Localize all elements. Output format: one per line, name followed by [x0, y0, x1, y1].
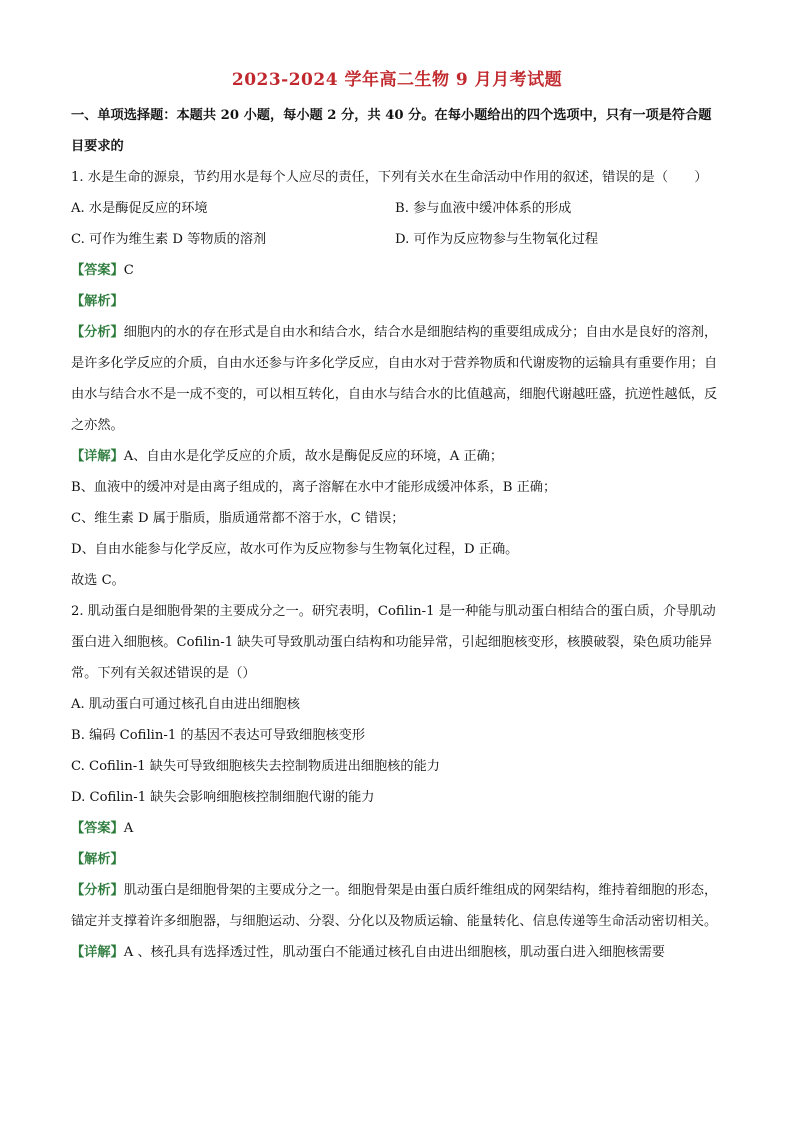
question-1-options — [71, 193, 723, 255]
page-title: 2023-2024 学年高二生物 9 月月考试题 — [231, 70, 563, 90]
xiangjie-text: A、自由水是化学反应的介质，故水是酶促反应的环境，A 正确； — [123, 449, 504, 464]
question-1-answer — [71, 255, 723, 286]
answer-value: A — [123, 821, 134, 836]
question-2-answer — [71, 813, 723, 844]
fenxi-text: 细胞内的水的存在形式是自由水和结合水，结合水是细胞结构的重要组成成分；自由水是良好的溶剂，是许多化学反应的介质，自由水还参与许多化学反应，自由水对于营养物质和代谢废物的运输具有重要作用；自由水与结合水不是一成不变的，可以相互转化，自由水与结合水的比值越高，细胞代谢越旺盛，抗逆性越低，反之亦然。 — [71, 325, 718, 433]
answer-tag: 【答案】 — [71, 821, 124, 836]
question-1-xiangjie-line-1 — [71, 441, 723, 472]
xiangjie-tag: 【详解】 — [71, 449, 124, 464]
section-heading: 一、单项选择题：本题共 20 小题，每小题 2 分，共 40 分。在每小题给出的四个选项中，只有一项是符合题目要求的 — [71, 108, 712, 154]
question-2-jiexi — [71, 844, 723, 875]
xiangjie-tag: 【详解】 — [71, 945, 124, 960]
question-1-xiangjie-line-3: C、维生素 D 属于脂质，脂质通常都不溶于水，C 错误； — [71, 511, 405, 526]
answer-value: C — [123, 263, 134, 278]
question-1-option-a: A. 水是酶促反应的环境 — [71, 201, 208, 216]
question-1-xiangjie-line-2: B、血液中的缓冲对是由离子组成的，离子溶解在水中才能形成缓冲体系，B 正确； — [71, 480, 557, 495]
question-1-stem: 1. 水是生命的源泉，节约用水是每个人应尽的责任，下列有关水在生命活动中作用的叙述，错误的是（ ） — [71, 170, 708, 185]
question-2-stem: 2. 肌动蛋白是细胞骨架的主要成分之一。研究表明，Cofilin-1 是一种能与肌动蛋白相结合的蛋白质，介导肌动蛋白进入细胞核。Cofilin-1 缺失可导致肌动蛋白结构和功能异常，引起细胞核变形，核膜破裂，染色质功能异常。下列有关叙述错误的是（） — [71, 604, 716, 681]
question-2-option-c: C. Cofilin-1 缺失可导致细胞核失去控制物质进出细胞核的能力 — [71, 759, 440, 774]
question-1-xiangjie-line-4: D、自由水能参与化学反应，故水可作为反应物参与生物氧化过程，D 正确。 — [71, 542, 519, 557]
jiexi-tag: 【解析】 — [71, 852, 124, 867]
exam-page — [71, 66, 723, 968]
question-2-option-a: A. 肌动蛋白可通过核孔自由进出细胞核 — [71, 697, 300, 712]
question-1-conclusion: 故选 C。 — [71, 573, 125, 588]
question-1-option-c: C. 可作为维生素 D 等物质的溶剂 — [71, 232, 267, 247]
fenxi-tag: 【分析】 — [71, 325, 124, 340]
jiexi-tag: 【解析】 — [71, 294, 124, 309]
fenxi-text: 肌动蛋白是细胞骨架的主要成分之一。细胞骨架是由蛋白质纤维组成的网架结构，维持着细胞的形态，锚定并支撑着许多细胞器，与细胞运动、分裂、分化以及物质运输、能量转化、信息传递等生命活动密切相关。 — [71, 883, 718, 929]
answer-tag: 【答案】 — [71, 263, 124, 278]
question-1-option-d: D. 可作为反应物参与生物氧化过程 — [395, 232, 599, 247]
question-2-xiangjie-line-1 — [71, 937, 723, 968]
question-1-fenxi — [71, 317, 723, 441]
question-2-option-b: B. 编码 Cofilin-1 的基因不表达可导致细胞核变形 — [71, 728, 366, 743]
fenxi-tag: 【分析】 — [71, 883, 124, 898]
question-1-option-b: B. 参与血液中缓冲体系的形成 — [395, 201, 572, 216]
question-1-jiexi — [71, 286, 723, 317]
xiangjie-text: A 、核孔具有选择透过性，肌动蛋白不能通过核孔自由进出细胞核，肌动蛋白进入细胞核需要 — [123, 945, 665, 960]
question-2-fenxi — [71, 875, 723, 937]
question-2-option-d: D. Cofilin-1 缺失会影响细胞核控制细胞代谢的能力 — [71, 790, 375, 805]
